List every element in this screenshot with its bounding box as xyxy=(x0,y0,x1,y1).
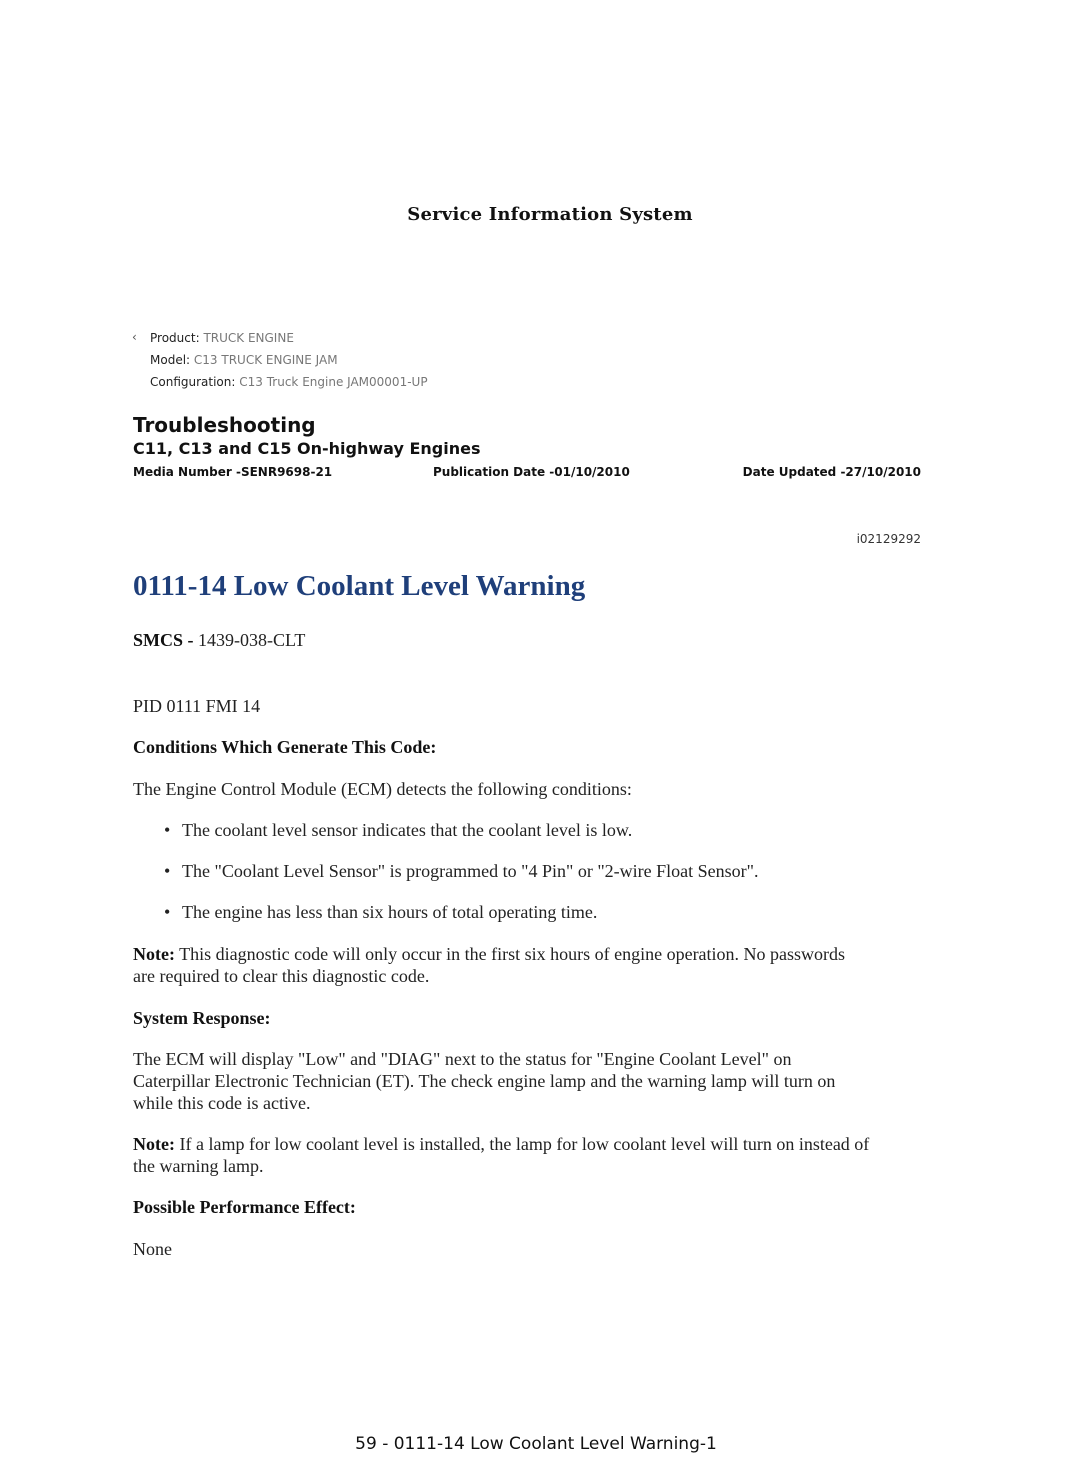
model-value: C13 TRUCK ENGINE JAM xyxy=(193,353,338,367)
list-item-text: The engine has less than six hours of total operating time. xyxy=(182,902,598,922)
document-id: i02129292 xyxy=(856,532,921,546)
performance-heading-text: Possible Performance Effect: xyxy=(133,1197,356,1217)
system-response-heading xyxy=(133,1007,933,1029)
product-value: TRUCK ENGINE xyxy=(203,331,294,345)
note-label: Note: xyxy=(133,944,175,964)
bullet-marker: • xyxy=(164,820,171,840)
list-item-text: The coolant level sensor indicates that the coolant level is low. xyxy=(182,820,633,840)
paragraph-line: while this code is active. xyxy=(133,1093,311,1113)
product-label: Product: xyxy=(150,331,200,345)
publication-date: Publication Date -01/10/2010 xyxy=(433,465,630,479)
model-label: Model: xyxy=(150,353,191,367)
list-item-text: The "Coolant Level Sensor" is programmed to "4 Pin" or "2-wire Float Sensor". xyxy=(182,861,759,881)
paragraph-line: Caterpillar Electronic Technician (ET). The check engine lamp and the warning lamp will turn on xyxy=(133,1071,836,1091)
paragraph-line: The ECM will display "Low" and "DIAG" next to the status for "Engine Coolant Level" on xyxy=(133,1049,792,1069)
note-paragraph xyxy=(133,1133,933,1177)
media-number: Media Number -SENR9698-21 xyxy=(133,465,333,479)
performance-heading xyxy=(133,1196,933,1218)
configuration-label: Configuration: xyxy=(150,375,236,389)
bullet-marker: • xyxy=(164,902,171,922)
note-paragraph xyxy=(133,943,933,987)
model-row xyxy=(150,353,338,367)
smcs-line xyxy=(133,629,933,651)
configuration-row xyxy=(150,375,428,389)
page-footer: 59 - 0111-14 Low Coolant Level Warning-1 xyxy=(355,1434,717,1454)
smcs-value: 1439-038-CLT xyxy=(198,630,306,650)
bullet-marker: • xyxy=(164,861,171,881)
date-updated: Date Updated -27/10/2010 xyxy=(742,465,921,479)
conditions-heading-text: Conditions Which Generate This Code: xyxy=(133,737,437,757)
note-label: Note: xyxy=(133,1134,175,1154)
note-text-line: If a lamp for low coolant level is installed, the lamp for low coolant level will turn on instead of xyxy=(179,1134,870,1154)
performance-value: None xyxy=(133,1239,172,1259)
pid-line: PID 0111 FMI 14 xyxy=(133,696,261,716)
conditions-intro: The Engine Control Module (ECM) detects the following conditions: xyxy=(133,779,632,799)
smcs-label: SMCS - xyxy=(133,630,194,650)
manual-subheading: C11, C13 and C15 On-highway Engines xyxy=(133,439,481,458)
conditions-heading xyxy=(133,736,933,758)
manual-heading: Troubleshooting xyxy=(133,413,316,437)
product-row xyxy=(132,330,294,345)
note-text-line: the warning lamp. xyxy=(133,1156,264,1176)
note-text-line: are required to clear this diagnostic code. xyxy=(133,966,430,986)
page-title: 0111-14 Low Coolant Level Warning xyxy=(133,570,586,602)
system-response-heading-text: System Response: xyxy=(133,1008,271,1028)
note-text-line: This diagnostic code will only occur in the first six hours of engine operation. No passwords xyxy=(179,944,846,964)
configuration-value: C13 Truck Engine JAM00001-UP xyxy=(239,375,428,389)
chevron-left-icon[interactable]: ‹ xyxy=(132,330,137,344)
system-title: Service Information System xyxy=(407,204,693,225)
system-response-paragraph xyxy=(133,1048,933,1114)
